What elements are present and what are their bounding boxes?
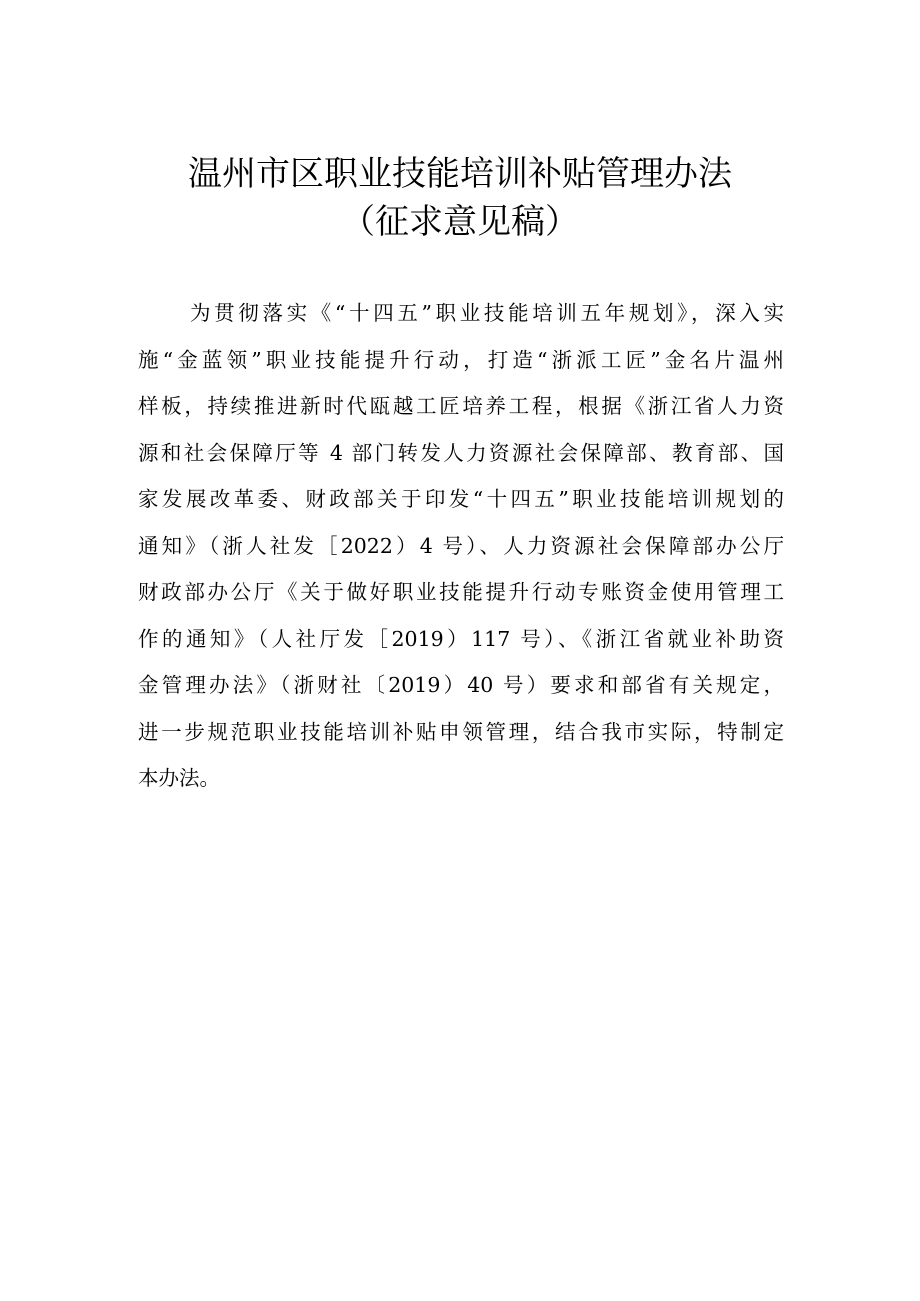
- paragraph-line: 通知》（浙人社发［2022）4 号）、人力资源社会保障部办公厅: [138, 533, 784, 558]
- paragraph-line: 家发展改革委、财政部关于印发“十四五”职业技能培训规划的: [138, 487, 784, 511]
- paragraph-line: 为贯彻落实《“十四五”职业技能培训五年规划》，深入实: [190, 301, 784, 325]
- paragraph-line: 源和社会保障厅等 4 部门转发人力资源社会保障部、教育部、国: [138, 440, 784, 465]
- paragraph-line: 样板，持续推进新时代瓯越工匠培养工程，根据《浙江省人力资: [138, 394, 784, 418]
- intro-paragraph: [138, 290, 784, 802]
- paragraph-line: 作的通知》（人社厅发［2019）117 号）、《浙江省就业补助资: [138, 626, 784, 651]
- paragraph-line: 施“金蓝领”职业技能提升行动，打造“浙派工匠”金名片温州: [138, 347, 784, 372]
- paragraph-line: 本办法。: [138, 766, 220, 790]
- document-title: [0, 150, 920, 246]
- paragraph-line: 金管理办法》（浙财社〔2019）40 号）要求和部省有关规定，: [138, 673, 784, 697]
- title-main: 温州市区职业技能培训补贴管理办法: [188, 154, 732, 194]
- title-subtitle: （征求意见稿）: [341, 202, 579, 242]
- paragraph-line: 进一步规范职业技能培训补贴申领管理，结合我市实际，特制定: [138, 719, 784, 744]
- paragraph-line: 财政部办公厅《关于做好职业技能提升行动专账资金使用管理工: [138, 580, 784, 604]
